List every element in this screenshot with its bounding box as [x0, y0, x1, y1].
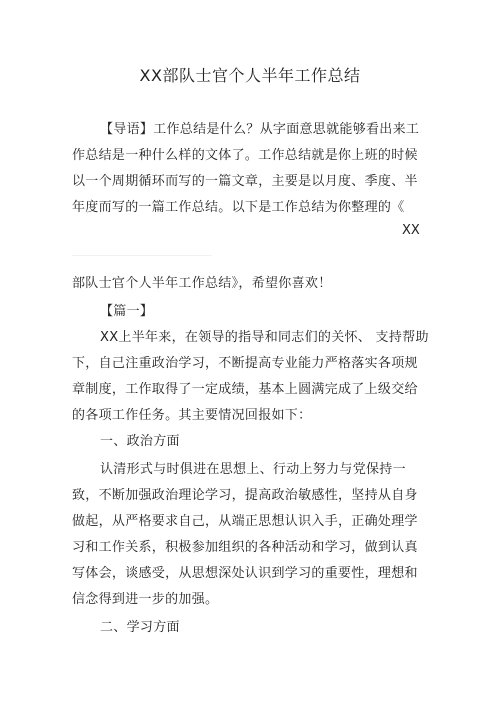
document-title: XX部队士官个人半年工作总结	[139, 66, 361, 85]
paragraph-line: 作总结是一种什么样的文体了。工作总结就是你上班的时候	[72, 148, 418, 163]
paragraph-line: 以一个周期循环而写的一篇文章，主要是以月度、季度、半	[72, 174, 418, 189]
paragraph-line: 习和工作关系，积极参加组织的各种活动和学习，做到认真	[72, 540, 418, 555]
paragraph-line: 下，自己注重政治学习，不断提高专业能力严格落实各项规	[72, 356, 418, 371]
paragraph-line: XX	[402, 223, 420, 238]
section-heading: 一、政治方面	[100, 434, 180, 449]
paragraph-line: 认清形式与时俱进在思想上、行动上努力与党保持一	[100, 462, 406, 477]
paragraph-line: 做起，从严格要求自己，从端正思想认识入手，正确处理学	[72, 514, 418, 529]
section-heading: 二、学习方面	[100, 620, 180, 635]
paragraph-line: 致，不断加强政治理论学习，提高政治敏感性，坚持从自身	[72, 488, 418, 503]
paragraph-line: 信念得到进一步的加强。	[72, 592, 219, 607]
divider	[72, 255, 212, 256]
paragraph-line: 写体会，谈感受，从思想深处认识到学习的重要性，理想和	[72, 566, 418, 581]
section-heading: 【篇一】	[100, 304, 154, 319]
paragraph-line: 章制度，工作取得了一定成绩，基本上圆满完成了上级交给	[72, 382, 418, 397]
paragraph-line: 【导语】工作总结是什么？从字面意思就能够看出来工	[100, 122, 420, 137]
paragraph-line: 的各项工作任务。其主要情况回报如下：	[72, 408, 312, 423]
paragraph-line: XX上半年来，在领导的指导和同志们的关怀、 支持帮助	[100, 330, 429, 345]
paragraph-line: 年度而写的一篇工作总结。以下是工作总结为你整理的《	[72, 200, 405, 215]
paragraph-line: 部队士官个人半年工作总结》，希望你喜欢！	[72, 276, 332, 291]
